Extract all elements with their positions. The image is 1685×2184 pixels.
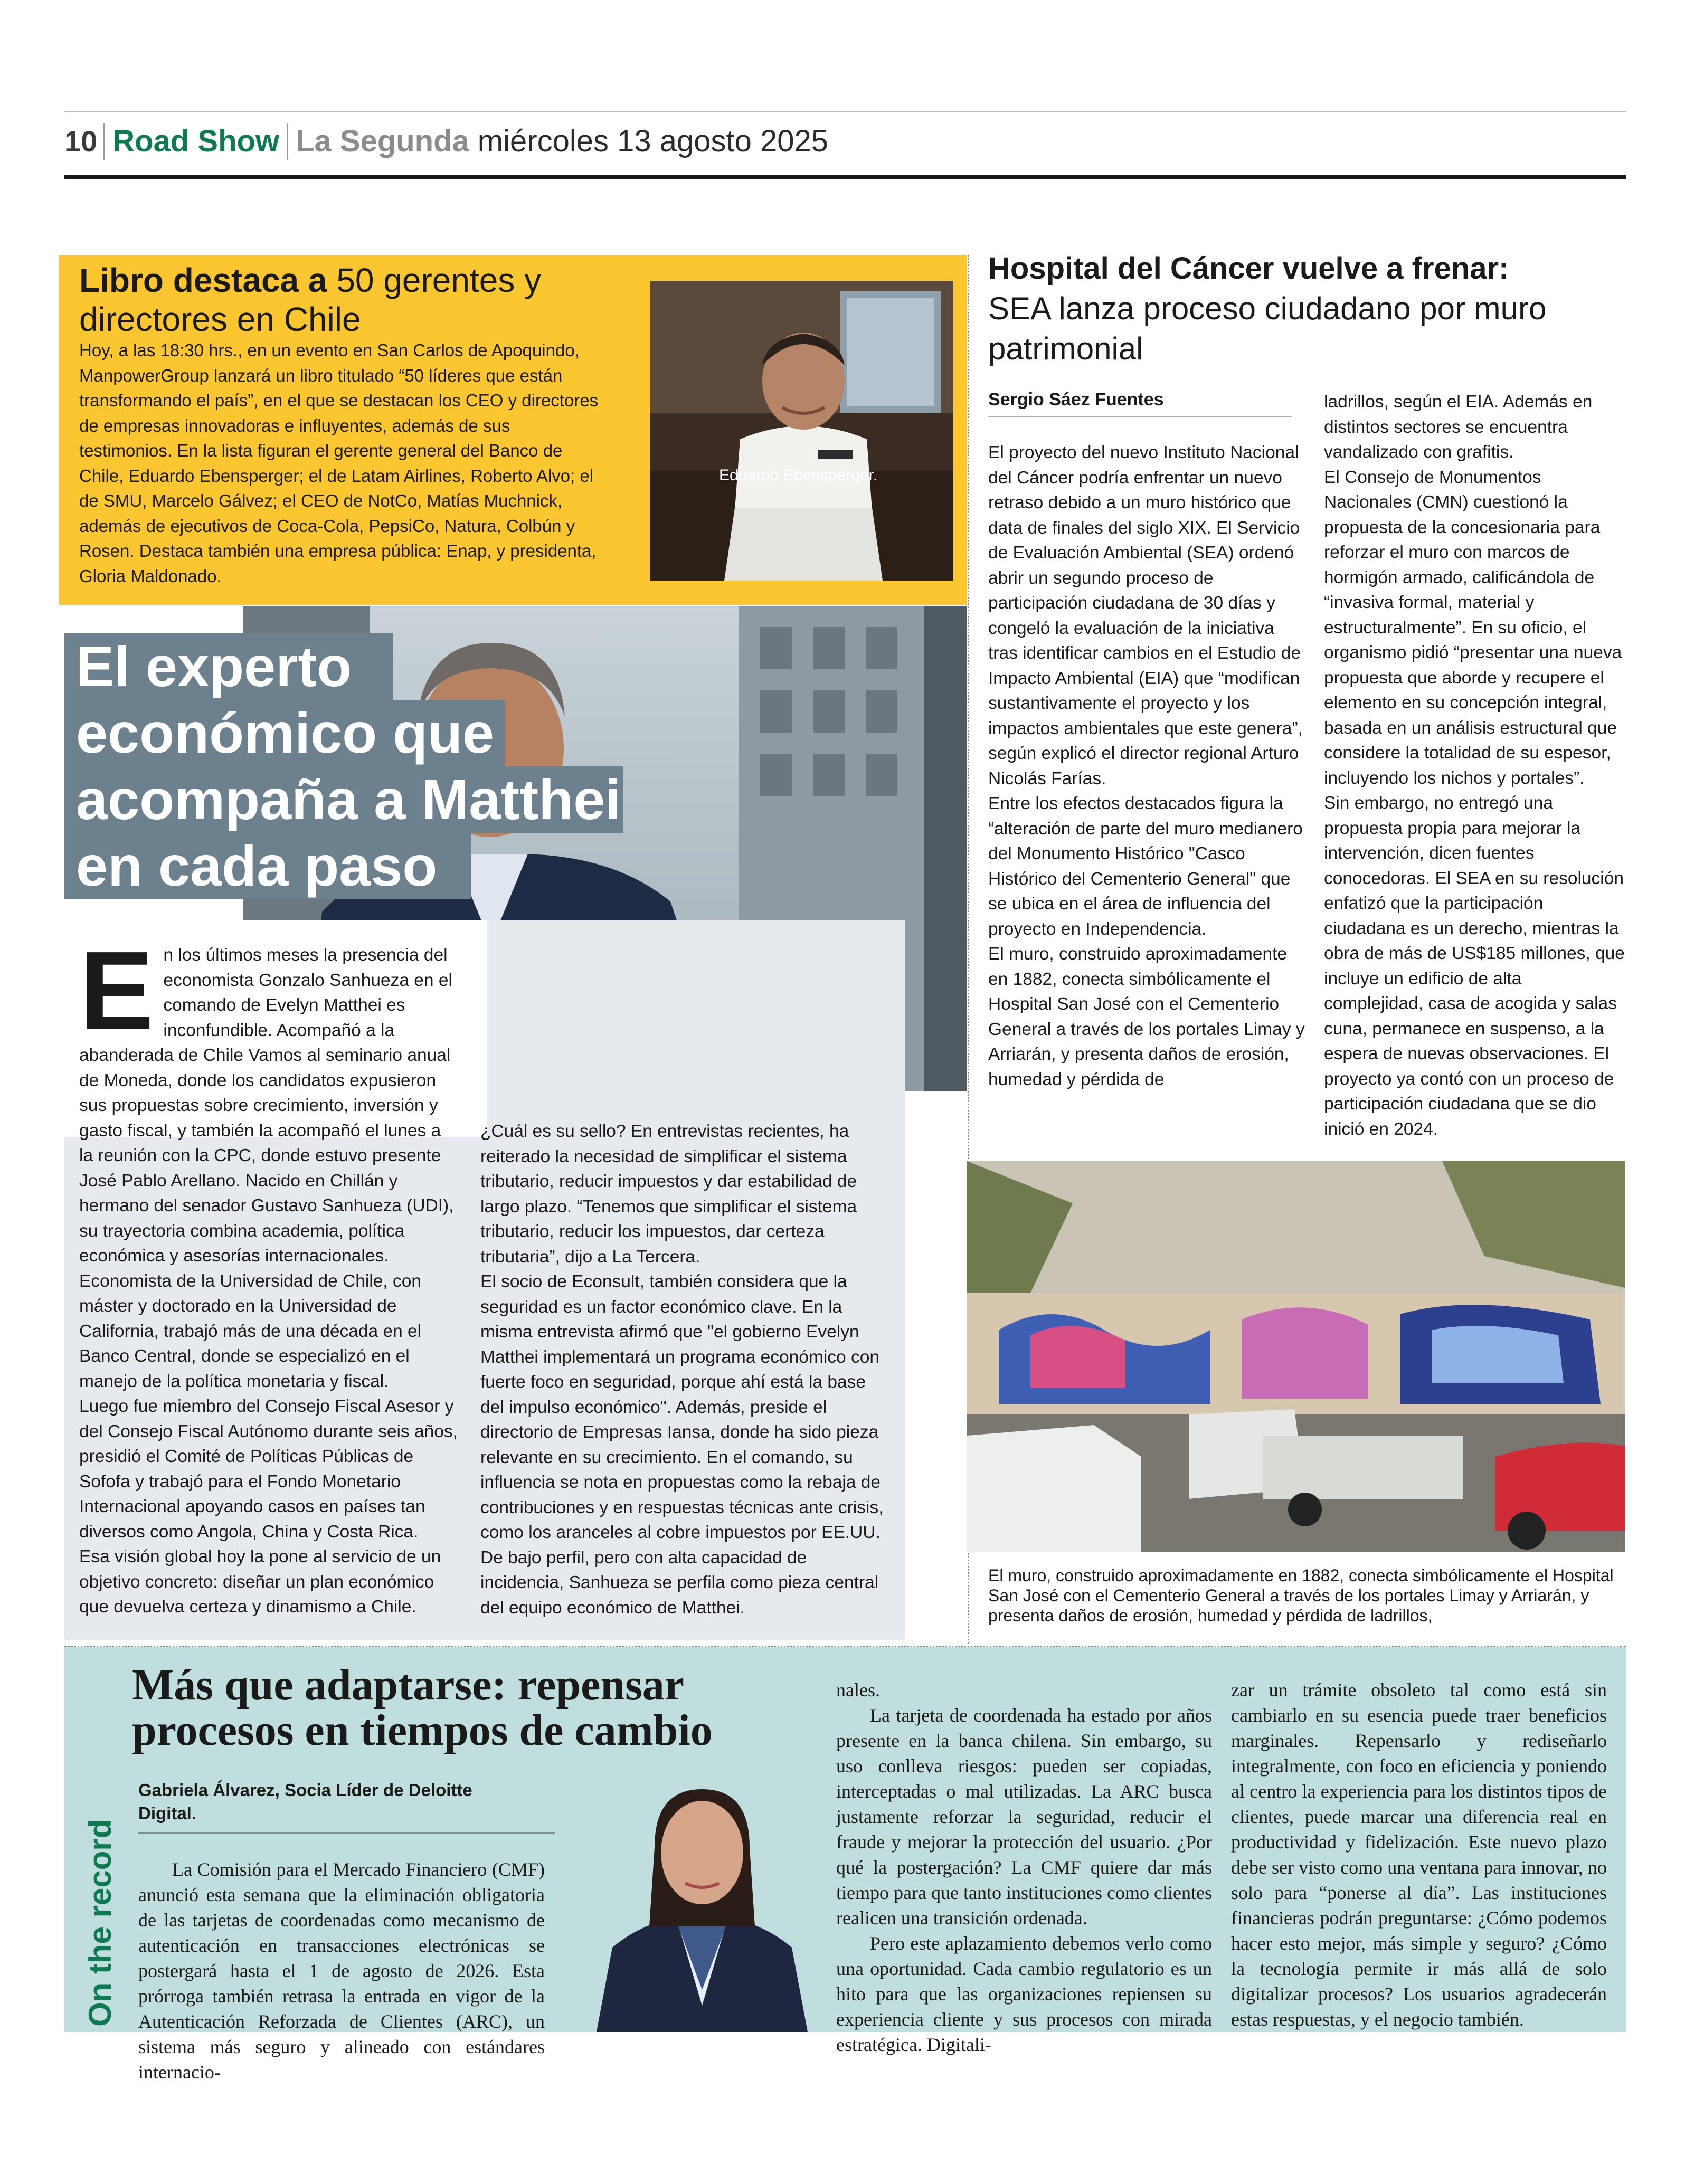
feature-headline-line-4: en cada paso <box>64 833 471 899</box>
ebensperger-photo <box>650 281 953 581</box>
feature-paragraph: ¿Cuál es su sello? En entrevistas recientes, ha reiterado la necesidad de simplificar el sistema tributario, reducir impuestos y dar estabilidad de largo plazo. “Tenemos que simplificar el sistema tributario, reducir los impuestos, dar certeza tributaria”, dijo a La Tercera. <box>480 1122 857 1267</box>
hospital-paragraph: Entre los efectos destacados figura la “alteración de parte del muro medianero del Monumento Histórico "Casco Histórico del Cementerio General" que se ubica en el área de influencia del proyecto en Independencia. <box>988 794 1303 939</box>
hospital-paragraph: El muro, construido aproximadamente en 1882, conecta simbólicamente el Hospital San José con el Cementerio General a través de los portales Limay y Arriarán, y presenta daños de erosión, humedad y pérdida de <box>988 944 1305 1089</box>
hospital-paragraph: El Consejo de Monumentos Nacionales (CMN) cuestionó la propuesta de la concesionaria para reforzar el muro con marcos de hormigón armado, calificándola de “invasiva formal, material y estructuralmente”. En su oficio, el organismo pidió “presentar una nueva propuesta que aborde y recupere el elemento en su concepción integral, basada en un análisis estructural que considere la totalidad de su espesor, incluyendo los nichos y portales”. <box>1324 467 1622 788</box>
sidebar-photo-caption: Eduardo Ebensperger. <box>719 467 878 484</box>
feature-headline-line-3: acompaña a Matthei <box>64 766 623 833</box>
feature-headline-line-1: El experto <box>64 633 393 700</box>
opinion-paragraph: nales. <box>836 1679 880 1701</box>
mural-photo-caption: El muro, construido aproximadamente en 1882, conecta simbólicamente el Hospital San José con el Cementerio General a través de los portales Limay y Arriarán, y presenta daños de erosión, humedad y pérdida de ladrillos, <box>988 1566 1614 1625</box>
feature-headline-line-2: económico que <box>64 700 505 766</box>
hospital-paragraph: El proyecto del nuevo Instituto Nacional del Cáncer podría enfrentar un nuevo retraso debido a un muro histórico que data de finales del siglo XIX. El Servicio de Evaluación Ambiental (SEA) ordenó abrir un segundo proceso de participación ciudadana de 30 días y congeló la evaluación de la iniciativa tras identificar cambios en el Estudio de Impacto Ambiental (EIA) que “modifican sustantivamente el proyecto y los impactos ambientales que este genera”, según explicó el director regional Arturo Nicolás Farías. <box>988 443 1303 789</box>
opinion-paragraph: zar un trámite obsoleto tal como está sin cambiarlo en su esencia puede traer beneficios marginales. Repensarlo y rediseñarlo integralmente, con foco en eficiencia y poniendo al centro la experiencia para los distintos tipos de clientes, puede marcar una diferencia real en productividad y fidelización. Este nuevo plazo debe ser visto como una ventana para innovar, no solo para “ponerse al día”. Las instituciones financieras podrán preguntarse: ¿Cómo podemos hacer esto mejor, más simple y seguro? ¿Cómo la tecnología permite ir más allá de solo digitalizar procesos? Los usuarios agradecerán estas respuestas, y el negocio también. <box>1231 1679 1607 2030</box>
opinion-title: Más que adaptarse: repensar procesos en tiempos de cambio <box>132 1660 713 1755</box>
sidebar-title-rest: 50 gerentes y directores en Chile <box>79 261 542 338</box>
feature-column-1 <box>79 928 459 1620</box>
hospital-headline <box>988 248 1648 369</box>
hospital-headline-bold: Hospital del Cáncer vuelve a frenar: <box>988 251 1509 286</box>
issue-date: miércoles 13 agosto 2025 <box>477 124 828 158</box>
hospital-headline-rest: SEA lanza proceso ciudadano por muro patrimonial <box>988 291 1547 366</box>
hospital-paragraph: Sin embargo, no entregó una propuesta propia para mejorar la intervención, dicen fuentes conocedoras. El SEA en su resolución enfatizó que la participación ciudadana es un derecho, mientras la obra de más de US$185 millones, que incluye un edificio de alta complejidad, casa de acogida y salas cuna, permanece en suspenso, a la espera de nuevas observaciones. El proyecto ya contó con un proceso de participación ciudadana que se dio inició en 2024. <box>1324 793 1625 1139</box>
opinion-column-2 <box>836 1677 1212 2057</box>
feature-paragraph: El socio de Econsult, también considera que la seguridad es un factor económico clave. En la misma entrevista afirmó que "el gobierno Evelyn Matthei implementará un programa económico con fuerte foco en seguridad, porque ahí está la base del impulso económico". Además, preside el directorio de Empresas Iansa, donde ha sido pieza relevante en su crecimiento. En el comando, su influencia se nota en propuestas como la rebaja de contribuciones y en respuestas técnicas ante crisis, como los aranceles al cobre impuestos por EE.UU. De bajo perfil, pero con alta capacidad de incidencia, Sanhueza se perfila como pieza central del equipo económico de Matthei. <box>480 1272 884 1618</box>
graffiti-wall-photo <box>967 1161 1625 1552</box>
section-name: Road Show <box>105 123 288 160</box>
alvarez-portrait <box>575 1758 829 2032</box>
sidebar-body: Hoy, a las 18:30 hrs., en un evento en San Carlos de Apoquindo, ManpowerGroup lanzará un libro titulado “50 líderes que están transformando el país”, en el que se destacan los CEO y directores de empresas innovadoras e influyentes, además de sus testimonios. En la lista figuran el gerente general del Banco de Chile, Eduardo Ebensperger; el de Latam Airlines, Roberto Alvo; el de SMU, Marcelo Gálvez; el CEO de NotCo, Matías Muchnick, además de ejecutivos de Coca-Cola, PepsiCo, Natura, Colbún y Rosen. Destaca también una empresa pública: Enap, y presidenta, Gloria Maldonado. <box>79 340 599 586</box>
hospital-column-2 <box>1324 390 1625 1142</box>
feature-paragraph: Esa visión global hoy la pone al servicio de un objetivo concreto: diseñar un plan económico que devuelva certeza y dinamismo a Chile. <box>79 1547 441 1617</box>
hospital-byline: Sergio Sáez Fuentes <box>988 390 1164 410</box>
sidebar-title-bold: Libro destaca a <box>79 261 327 299</box>
opinion-column-3 <box>1231 1677 1607 2032</box>
opinion-paragraph: La Comisión para el Mercado Financiero (CMF) anunció esta semana que la eliminación obligatoria de las tarjetas de coordenadas como mecanismo de autenticación en transacciones electrónicas se postergará hasta el 1 de agosto de 2026. Esta prórroga también retrasa la entrada en vigor de la Autenticación Reforzada de Clientes (ARC), un sistema más seguro y alineado con estándares internacio- <box>138 1859 545 2083</box>
opinion-author: Gabriela Álvarez, Socia Líder de Deloitte Digital. <box>138 1780 472 1823</box>
newspaper-name: La Segunda <box>296 124 469 158</box>
author-rule <box>138 1832 555 1834</box>
opinion-paragraph: Pero este aplazamiento debemos verlo como una oportunidad. Cada cambio regulatorio es un hito para que las organizaciones repiensen su experiencia cliente y sus procesos con mirada estratégica. Digitali- <box>836 1933 1212 2055</box>
hospital-paragraph: ladrillos, según el EIA. Además en distintos sectores se encuentra vandalizado con grafitis. <box>1324 392 1593 462</box>
sidebar-title <box>79 261 639 339</box>
page-header <box>64 119 828 164</box>
page-number: 10 <box>64 123 105 160</box>
hospital-column-1 <box>988 440 1305 1092</box>
feature-column-2 <box>480 1119 892 1620</box>
opinion-paragraph: La tarjeta de coordenada ha estado por años presente en la banca chilena. Sin embargo, su uso conlleva riesgos: pueden ser copiadas, interceptadas o mal utilizadas. La ARC busca justamente reforzar la seguridad, reducir el fraude y mejorar la protección del usuario. ¿Por qué la postergación? La CMF quiere dar más tiempo para que tanto instituciones como clientes realicen una transición ordenada. <box>836 1705 1212 1929</box>
header-rule <box>64 175 1626 179</box>
on-the-record-label: On the record <box>82 1819 118 2027</box>
feature-paragraph: Luego fue miembro del Consejo Fiscal Asesor y del Consejo Fiscal Autónomo durante seis años, presidió el Comité de Políticas Públicas de Sofofa y trabajó para el Fondo Monetario Internacional apoyando casos en países tan diversos como Angola, China y Costa Rica. <box>79 1397 458 1542</box>
byline-rule <box>988 416 1292 417</box>
opinion-column-1 <box>138 1857 545 2085</box>
top-rule <box>64 111 1626 112</box>
drop-cap: E <box>79 928 154 1053</box>
feature-paragraph: n los últimos meses la presencia del economista Gonzalo Sanhueza en el comando de Evelyn Matthei es inconfundible. Acompañó a la abanderada de Chile Vamos al seminario anual de Moneda, donde los candidatos expusieron sus propuestas sobre crecimiento, inversión y gasto fiscal, y también la acompañó el lunes a la reunión con la CPC, donde estuvo presente José Pablo Arellano. Nacido en Chillán y hermano del senador Gustavo Sanhueza (UDI), su trayectoria combina academia, política económica y asesorías internacionales. Economista de la Universidad de Chile, con máster y doctorado en la Universidad de California, trabajó más de una década en el Banco Central, donde se especializó en el manejo de la política monetaria y fiscal. <box>79 945 454 1391</box>
